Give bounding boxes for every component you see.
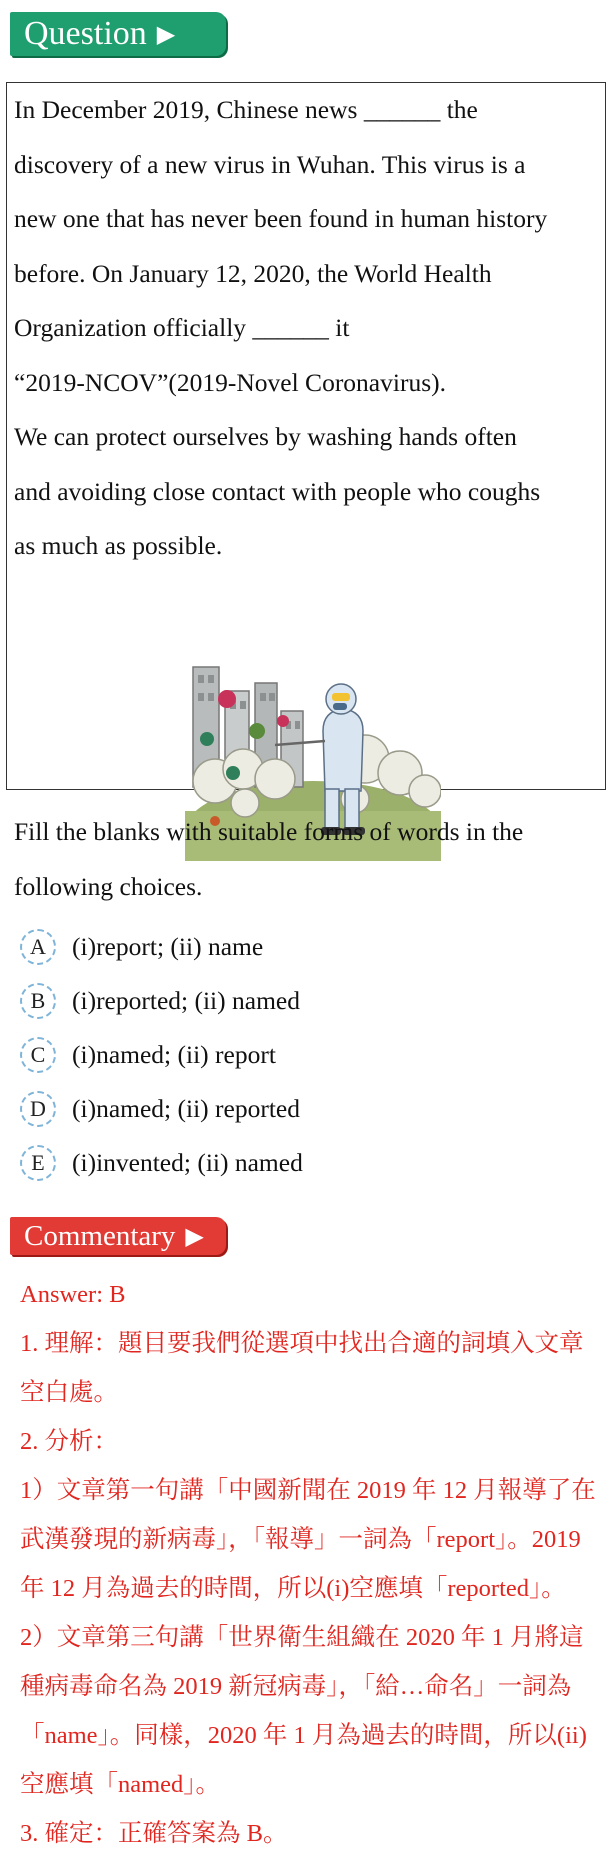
option-letter-bubble: B <box>20 983 56 1019</box>
commentary-line: 空應填「named」。 <box>20 1771 221 1798</box>
option-e[interactable] <box>20 1143 303 1183</box>
passage-line: In December 2019, Chinese news ______ the <box>14 95 478 124</box>
option-letter-bubble: C <box>20 1037 56 1073</box>
passage-line: We can protect ourselves by washing hands often <box>14 422 517 451</box>
passage-line: and avoiding close contact with people who coughs <box>14 476 541 506</box>
passage-line: before. On January 12, 2020, the World Health <box>14 258 492 288</box>
commentary-line: 武漢發現的新病毒」，「報導」一詞為「report」。2019 <box>20 1526 581 1553</box>
commentary-line: 1）文章第一句講「中國新聞在 2019 年 12 月報導了在 <box>20 1477 596 1504</box>
question-prompt <box>14 805 604 914</box>
option-a[interactable] <box>20 927 263 967</box>
commentary-line: 3. 確定：正確答案為 B。 <box>20 1820 288 1847</box>
passage-line: as much as possible. <box>14 531 223 560</box>
option-letter-bubble: A <box>20 929 56 965</box>
option-d[interactable] <box>20 1089 300 1129</box>
option-text: (i)reported; (ii) named <box>72 986 300 1015</box>
passage-line: Organization officially ______ it <box>14 313 350 342</box>
prompt-line: following choices. <box>14 871 203 901</box>
option-letter-bubble: E <box>20 1145 56 1181</box>
play-arrow-icon: ▶ <box>185 1223 204 1250</box>
commentary-line: 2）文章第三句講「世界衛生組織在 2020 年 1 月將這 <box>20 1624 584 1651</box>
option-c[interactable] <box>20 1035 276 1075</box>
option-b[interactable] <box>20 981 300 1021</box>
question-tag <box>10 12 226 56</box>
question-box <box>6 82 606 790</box>
commentary-line: 空白處。 <box>20 1379 118 1406</box>
passage <box>14 83 604 574</box>
commentary-line: 1. 理解：題目要我們從選項中找出合適的詞填入文章 <box>20 1330 584 1357</box>
commentary-line: Answer: B <box>20 1281 126 1308</box>
commentary-tag-label: Commentary <box>24 1219 176 1252</box>
commentary-line: 年 12 月為過去的時間，所以(i)空應填「reported」。 <box>20 1575 566 1602</box>
passage-line: discovery of a new virus in Wuhan. This virus is a <box>14 149 526 179</box>
passage-line: new one that has never been found in human history <box>14 204 548 233</box>
commentary-line: 「name」。同樣，2020 年 1 月為過去的時間，所以(ii) <box>20 1722 587 1749</box>
question-tag-label: Question <box>24 15 147 52</box>
prompt-line: Fill the blanks with suitable forms of words in the <box>14 817 524 846</box>
passage-line: “2019-NCOV”(2019-Novel Coronavirus). <box>14 367 446 397</box>
commentary-tag <box>10 1217 226 1255</box>
play-arrow-icon: ▶ <box>156 21 176 48</box>
option-text: (i)invented; (ii) named <box>72 1148 303 1177</box>
commentary-line: 種病毒命名為 2019 新冠病毒」，「給…命名」一詞為 <box>20 1673 572 1700</box>
option-letter-bubble: D <box>20 1091 56 1127</box>
commentary-body <box>20 1270 600 1858</box>
option-text: (i)report; (ii) name <box>72 932 264 961</box>
option-text: (i)named; (ii) reported <box>72 1094 300 1123</box>
commentary-line: 2. 分析： <box>20 1428 118 1455</box>
option-text: (i)named; (ii) report <box>72 1040 276 1069</box>
